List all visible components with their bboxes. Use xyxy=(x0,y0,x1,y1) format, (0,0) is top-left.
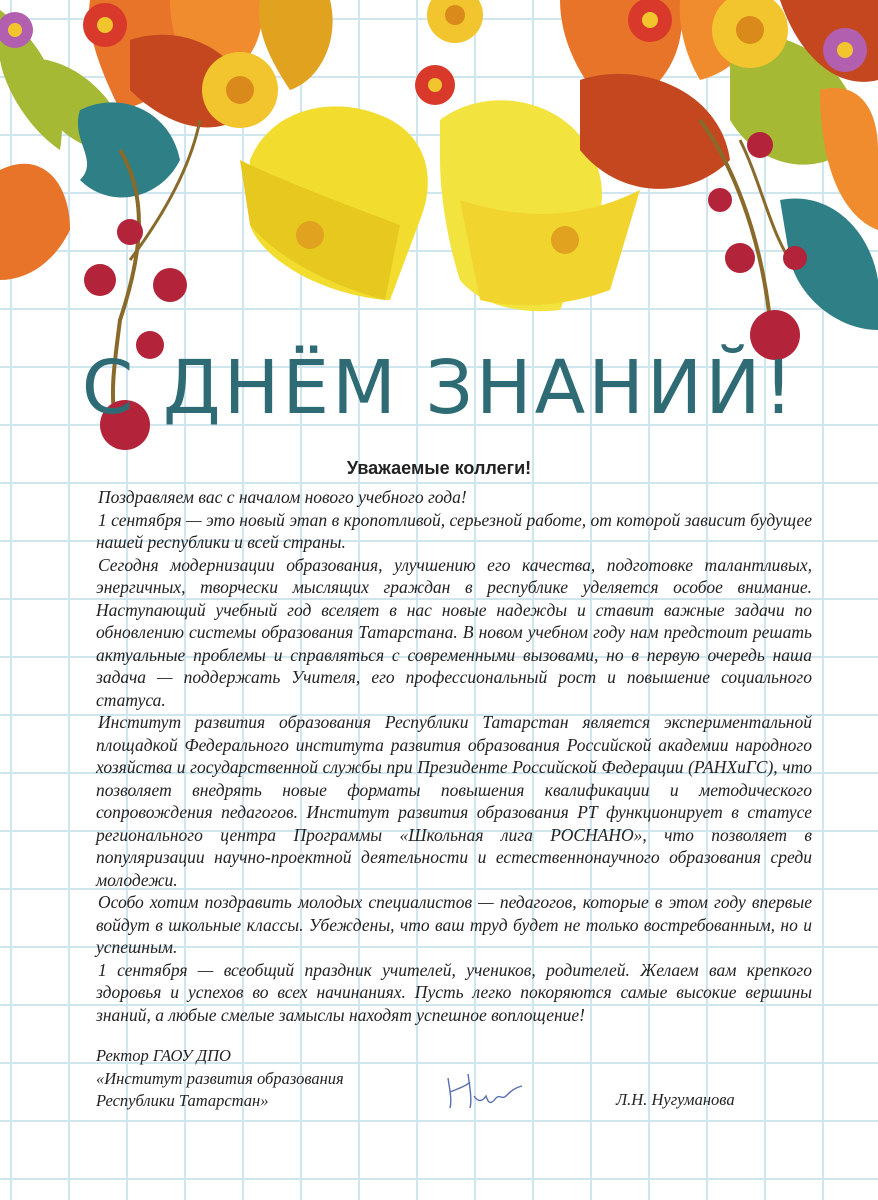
signatory-title-line: «Институт развития образования xyxy=(96,1068,344,1088)
letter-paragraph: Особо хотим поздравить молодых специалистов — педагогов, которые в этом году впервые войдут в школьные классы. Убеждены, что ваш труд будет не только востребованным, но и успешным. xyxy=(96,892,812,957)
signatory-name: Л.Н. Нугуманова xyxy=(616,1090,735,1109)
signatory-title xyxy=(96,1045,416,1113)
salutation: Уважаемые коллеги! xyxy=(346,458,532,478)
signatory-title-line: Ректор ГАОУ ДПО xyxy=(96,1046,231,1065)
letter-paragraph: 1 сентября — это новый этап в кропотливой, серьезной работе, от которой зависит будущее нашей республики и всей страны. xyxy=(96,509,812,552)
letter-body xyxy=(96,486,812,1026)
letter-paragraph: Институт развития образования Республики Татарстан является экспериментальной площадкой Федерального института развития образования Российской академии народного хозяйства и государственной службы при Президенте Российской Федерации (РАНХиГС), что позволяет внедрять новые форматы повышения квалификации и методического сопровождения педагогов. Институт развития образования РТ функционирует в статусе регионального центра Программы «Школьная лига РОСНАНО», что позволяет в популяризации научно-проектной деятельности и естественнонаучного образования среди молодежи. xyxy=(96,712,812,890)
letter-paragraph: Сегодня модернизации образования, улучшению его качества, подготовке талантливых, энергичных, творчески мыслящих граждан в республике уделяется особое внимание. Наступающий учебный год вселяет в нас новые надежды и ставит важные задачи по обновлению системы образования Татарстана. В новом учебном году нам предстоит решать актуальные проблемы и справляться с современными вызовами, но в первую очередь наша задача — поддержать Учителя, его профессиональный рост и повышение социального статуса. xyxy=(96,554,812,710)
handwritten-signature xyxy=(440,1066,530,1116)
letter-paragraph: 1 сентября — всеобщий праздник учителей, учеников, родителей. Желаем вам крепкого здоровья и успехов во всех начинаниях. Пусть легко покоряются самые высокие вершины знаний, а любые смелые замыслы находят успешное воплощение! xyxy=(96,959,812,1025)
signatory-title-line: Республики Татарстан» xyxy=(96,1091,269,1110)
letter-paragraph: Поздравляем вас с началом нового учебного года! xyxy=(98,487,467,507)
greeting-headline: С ДНЁМ ЗНАНИЙ! xyxy=(81,345,797,431)
